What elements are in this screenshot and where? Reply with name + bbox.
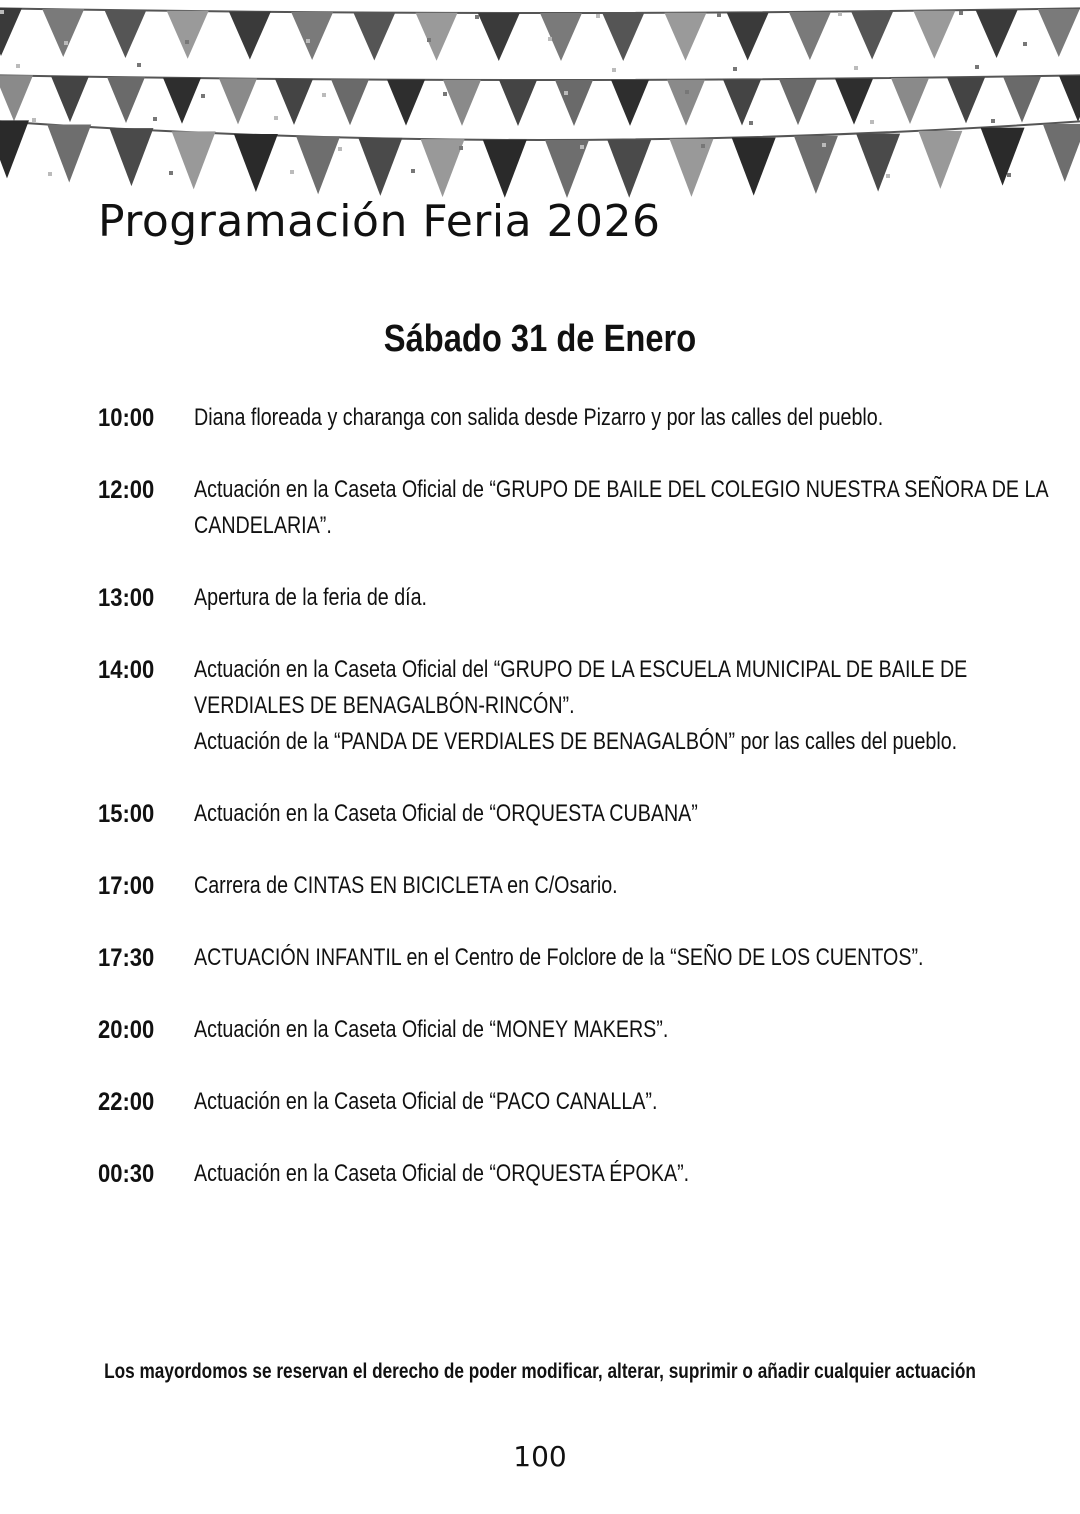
event-description <box>194 400 984 436</box>
event-description <box>194 940 984 976</box>
event-description-line: Actuación en la Caseta Oficial de “ORQUESTA CUBANA” <box>194 800 698 827</box>
disclaimer: Los mayordomos se reservan el derecho de poder modificar, alterar, suprimir o añadir cualquier actuación <box>104 1360 976 1383</box>
event-time: 22:00 <box>98 1088 155 1116</box>
event-row <box>0 1084 1080 1120</box>
event-row <box>0 400 1080 436</box>
event-description-line: Actuación en la Caseta Oficial de “PACO CANALLA”. <box>194 1088 658 1115</box>
event-time: 20:00 <box>98 1016 155 1044</box>
event-row <box>0 652 1080 760</box>
bunting-icon <box>0 0 1080 200</box>
event-row <box>0 472 1080 544</box>
event-description-line: Diana floreada y charanga con salida desde Pizarro y por las calles del pueblo. <box>194 404 884 431</box>
event-row <box>0 1012 1080 1048</box>
event-time: 12:00 <box>98 476 155 504</box>
event-time: 00:30 <box>98 1160 155 1188</box>
event-description <box>194 1084 984 1120</box>
event-description-line: Actuación en la Caseta Oficial de “ORQUESTA ÉPOKA”. <box>194 1160 690 1187</box>
event-time: 15:00 <box>98 800 155 828</box>
event-row <box>0 1156 1080 1192</box>
event-description-line: Actuación de la “PANDA DE VERDIALES DE BENAGALBÓN” por las calles del pueblo. <box>194 728 958 755</box>
event-description-line: CANDELARIA”. <box>194 512 332 539</box>
event-row <box>0 796 1080 832</box>
event-description <box>194 1012 984 1048</box>
event-time: 14:00 <box>98 656 155 684</box>
page-title: Programación Feria 2026 <box>98 196 661 247</box>
event-description-line: Apertura de la feria de día. <box>194 584 428 611</box>
event-description-line: Actuación en la Caseta Oficial de “GRUPO DE BAILE DEL COLEGIO NUESTRA SEÑORA DE LA <box>194 476 1049 503</box>
event-description <box>194 796 984 832</box>
event-description <box>194 580 984 616</box>
event-time: 10:00 <box>98 404 155 432</box>
event-description <box>194 1156 984 1192</box>
event-description <box>194 868 984 904</box>
event-description-line: Actuación en la Caseta Oficial del “GRUPO DE LA ESCUELA MUNICIPAL DE BAILE DE <box>194 656 968 683</box>
event-row <box>0 580 1080 616</box>
page-number: 100 <box>513 1440 567 1473</box>
event-time: 17:30 <box>98 944 155 972</box>
event-description-line: VERDIALES DE BENAGALBÓN-RINCÓN”. <box>194 692 575 719</box>
event-time: 13:00 <box>98 584 155 612</box>
event-description <box>194 472 1049 544</box>
event-description-line: Carrera de CINTAS EN BICICLETA en C/Osario. <box>194 872 618 899</box>
event-row <box>0 940 1080 976</box>
event-row <box>0 868 1080 904</box>
event-list <box>0 400 1080 1228</box>
event-description <box>194 652 984 760</box>
day-heading: Sábado 31 de Enero <box>383 318 697 360</box>
event-description-line: Actuación en la Caseta Oficial de “MONEY MAKERS”. <box>194 1016 669 1043</box>
event-time: 17:00 <box>98 872 155 900</box>
event-description-line: ACTUACIÓN INFANTIL en el Centro de Folclore de la “SEÑO DE LOS CUENTOS”. <box>194 944 924 971</box>
